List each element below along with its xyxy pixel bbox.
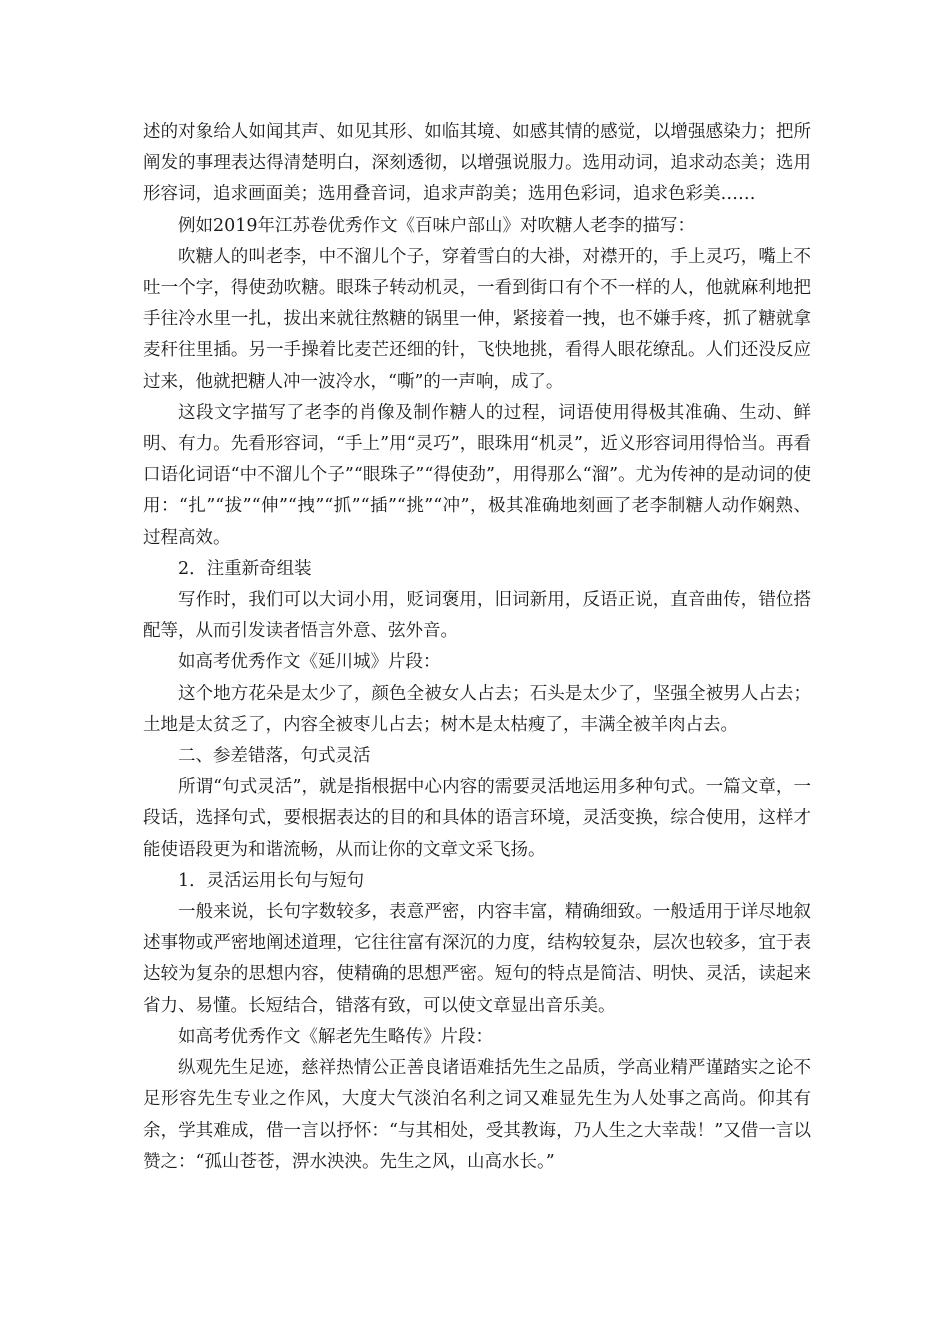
paragraph-example-text: 纵观先生足迹，慈祥热情公正善良诸语难括先生之品质，学高业精严谨踏实之论不足形容先生专业之作风，大度大气淡泊名利之词又难显先生为人处事之高尚。仰其有余，学其难成，借一言以抒怀：“与其相处，受其教诲，乃人生之大幸哉！”又借一言以赞之：“孤山苍苍，淠水泱泱。先生之风，山高水长。” — [143, 1058, 811, 1172]
paragraph-example-intro: 如高考优秀作文《延川城》片段： — [178, 652, 441, 673]
section-heading-main: 二、参差错落，句式灵活 — [178, 746, 371, 767]
paragraph-body: 所谓“句式灵活”，就是指根据中心内容的需要灵活地运用多种句式。一篇文章，一段话，选择句式，要根据表达的目的和具体的语言环境，灵活变换，综合使用，这样才能使语段更为和谐流畅，从而让你的文章文采飞扬。 — [143, 777, 811, 860]
section-heading-1: 1．灵活运用长句与短句 — [178, 870, 365, 891]
paragraph-body: 写作时，我们可以大词小用，贬词褒用，旧词新用，反语正说，直音曲传，错位搭配等，从而引发读者悟言外意、弦外音。 — [143, 590, 811, 642]
paragraph-example-text: 这个地方花朵是太少了，颜色全被女人占去；石头是太少了，坚强全被男人占去；土地是太贫乏了，内容全被枣儿占去；树木是太枯瘦了，丰满全被羊肉占去。 — [143, 683, 811, 735]
paragraph-example-intro: 如高考优秀作文《解老先生略传》片段： — [178, 1026, 493, 1047]
section-heading-2: 2．注重新奇组装 — [178, 558, 312, 579]
paragraph-analysis: 这段文字描写了老李的肖像及制作糖人的过程，词语使用得极其准确、生动、鲜明、有力。先看形容词，“手上”用“灵巧”，眼珠用“机灵”，近义形容词用得恰当。再看口语化词语“中不溜儿个子”“眼珠子”“得使劲”，用得那么“溜”。尤为传神的是动词的使用：“扎”“拔”“伸”“拽”“抓”“插”“挑”“冲”，极其准确地刻画了老李制糖人动作娴熟、过程高效。 — [143, 402, 811, 548]
paragraph-example-intro: 例如2019年江苏卷优秀作文《百味户部山》对吹糖人老李的描写： — [178, 215, 696, 236]
paragraph-continuation: 述的对象给人如闻其声、如见其形、如临其境、如感其情的感觉，以增强感染力；把所阐发的事理表达得清楚明白，深刻透彻，以增强说服力。选用动词，追求动态美；选用形容词，追求画面美；选用叠音词，追求声韵美；选用色彩词，追求色彩美…… — [143, 122, 811, 205]
paragraph-example-text: 吹糖人的叫老李，中不溜儿个子，穿着雪白的大褂，对襟开的，手上灵巧，嘴上不吐一个字，得使劲吹糖。眼珠子转动机灵，一看到街口有个不一样的人，他就麻利地把手往冷水里一扎，拔出来就往熬糖的锅里一伸，紧接着一拽，也不嫌手疼，抓了糖就拿麦秆往里插。另一手操着比麦芒还细的针，飞快地挑，看得人眼花缭乱。人们还没反应过来，他就把糖人冲一波冷水，“嘶”的一声响，成了。 — [143, 246, 811, 392]
paragraph-body: 一般来说，长句字数较多，表意严密，内容丰富，精确细致。一般适用于详尽地叙述事物或严密地阐述道理，它往往富有深沉的力度，结构较复杂，层次也较多，宜于表达较为复杂的思想内容，使精确的思想严密。短句的特点是简洁、明快、灵活，读起来省力、易懂。长短结合，错落有致，可以使文章显出音乐美。 — [143, 902, 811, 1016]
document-body — [143, 117, 811, 1178]
